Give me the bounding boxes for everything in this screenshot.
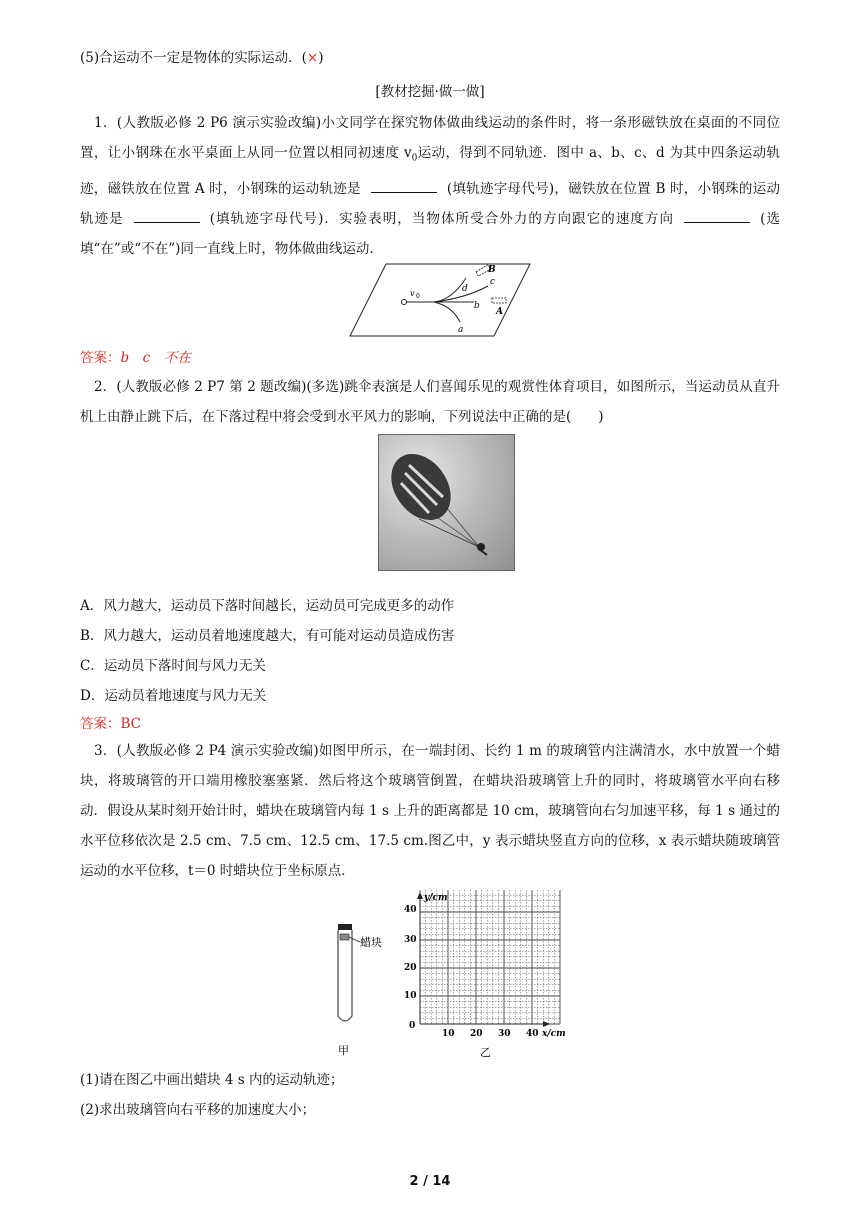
option-a: A．风力越大，运动员下落时间越长，运动员可完成更多的动作 [80,598,455,614]
svg-text:30: 30 [404,935,417,945]
question-1: 1．(人教版必修 2 P6 演示实验改编)小文同学在探究物体做曲线运动的条件时，将一条形磁铁放在桌面的不同位置，让小钢珠在水平桌面上从同一位置以相同初速度 $v_0$运动，得到不同轨迹．图中 a、b、c、d 为其中四条运动轨迹，磁铁放在位置 A 时，小钢珠的运动轨迹是 (填轨迹字母代号)，磁铁放在位置 B 时，小钢珠的运动轨迹是 (填轨迹字母代号)．实验表明，当物体所受合外力的方向跟它的速度方向 (选填“在”或“不在”)同一直线上时，物体做曲线运动． [80,115,780,257]
svg-text:0: 0 [416,293,420,300]
answer-2: 答案：BC [80,716,142,732]
rubber-stopper [338,924,352,930]
grid-lines [420,890,560,1024]
magnet-A [492,298,506,303]
svg-text:30: 30 [498,1029,511,1039]
option-b: B．风力越大，运动员着地速度越大，有可能对运动员造成伤害 [80,628,455,644]
svg-text:20: 20 [470,1029,483,1039]
glass-tube-figure [318,918,398,1058]
svg-text:10: 10 [442,1029,455,1039]
sub-question-2: (2)求出玻璃管向右平移的加速度大小； [80,1102,316,1118]
wax-block [340,934,349,940]
coordinate-grid-figure [396,890,576,1060]
section-title: [教材挖掘·做一做] [375,84,485,100]
svg-text:20: 20 [404,963,417,973]
trajectory-a [434,302,460,322]
page-number: 2 / 14 [409,1174,451,1189]
svg-text:40: 40 [526,1029,539,1039]
svg-text:A: A [496,307,503,317]
figure-jia-label: 甲 [338,1044,349,1057]
answer-1: 答案：b c 不在 [80,350,191,366]
svg-text:蜡块: 蜡块 [360,936,382,949]
figure-yi-label: 乙 [480,1046,491,1059]
svg-text:x/cm: x/cm [542,1029,566,1039]
svg-text:a: a [458,325,464,335]
svg-text:d: d [462,284,468,294]
statement-5: (5)合运动不一定是物体的实际运动．(×) [80,50,324,66]
svg-text:c: c [490,277,496,287]
magnet-trajectory-figure [348,262,532,338]
wrong-mark: × [306,50,319,66]
blank-1[interactable] [371,178,437,193]
svg-text:10: 10 [404,991,417,1001]
sub-question-1: (1)请在图乙中画出蜡块 4 s 内的运动轨迹； [80,1072,344,1088]
svg-text:0: 0 [409,1021,416,1031]
option-c: C．运动员下落时间与风力无关 [80,658,266,674]
v0-label: v [410,289,415,298]
parachute-icon [379,435,514,570]
svg-text:y/cm: y/cm [424,893,448,903]
svg-text:b: b [474,301,480,311]
blank-3[interactable] [684,208,750,223]
blank-2[interactable] [134,208,200,223]
question-3: 3．(人教版必修 2 P4 演示实验改编)如图甲所示，在一端封闭、长约 1 m 的玻璃管内注满清水，水中放置一个蜡块，将玻璃管的开口端用橡胶塞塞紧．然后将这个玻璃管倒置，在蜡块沿玻璃管上升的同时，将玻璃管水平向右移动．假设从某时刻开始计时，蜡块在玻璃管内每 1 s 上升的距离都是 10 cm，玻璃管向右匀加速平移，每 1 s 通过的水平位移依次是 2.5 cm、7.5 cm、12.5 cm、17.5 cm.图乙中，y 表示蜡块竖直方向的位移，x 表示蜡块随玻璃管运动的水平位移，t＝0 时蜡块位于坐标原点． [80,743,780,879]
parachute-photo [378,434,515,571]
svg-text:40: 40 [404,905,417,915]
question-2: 2．(人教版必修 2 P7 第 2 题改编)(多选)跳伞表演是人们喜闻乐见的观赏性体育项目，如图所示，当运动员从直升机上由静止跳下后，在下落过程中将会受到水平风力的影响，下列说法中正确的是( ) [80,379,780,425]
svg-text:B: B [488,265,496,275]
option-d: D．运动员着地速度与风力无关 [80,688,267,704]
